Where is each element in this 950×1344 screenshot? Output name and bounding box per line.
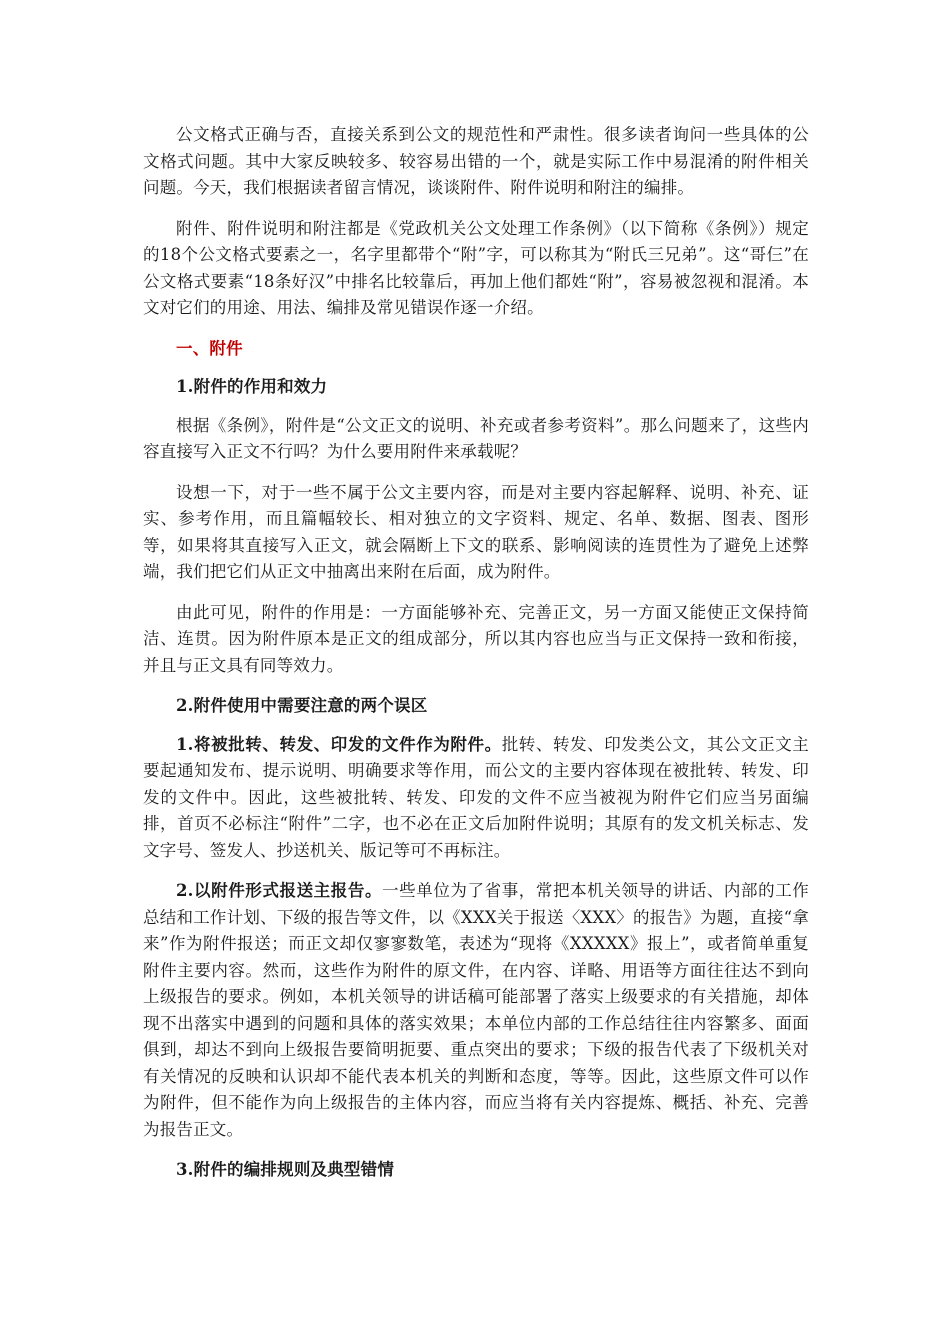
document-body [143,122,809,1196]
body-paragraph: 设想一下，对于一些不属于公文主要内容，而是对主要内容起解释、说明、补充、证实、参考作用，而且篇幅较长、相对独立的文字资料、规定、名单、数据、图表、图形等，如果将其直接写入正文，就会隔断上下文的联系、影响阅读的连贯性为了避免上述弊端，我们把它们从正文中抽离出来附在后面，成为附件。 [143,482,809,581]
misconception-paragraph-2 [143,878,809,1143]
subsection-heading-role: 1.附件的作用和效力 [176,377,328,396]
body-paragraph: 根据《条例》，附件是“公文正文的说明、补充或者参考资料”。那么问题来了，这些内容直接写入正文不行吗？为什么要用附件来承载呢？ [143,415,809,461]
misconception-lead-2: 2.以附件形式报送主报告。 [176,881,383,900]
intro-paragraph: 公文格式正确与否，直接关系到公文的规范性和严肃性。很多读者询问一些具体的公文格式问题。其中大家反映较多、较容易出错的一个，就是实际工作中易混淆的附件相关问题。今天，我们根据读者留言情况，谈谈附件、附件说明和附注的编排。 [143,125,809,197]
misconception-body-2: 一些单位为了省事，常把本机关领导的讲话、内部的工作总结和工作计划、下级的报告等文件，以《XXX关于报送〈XXX〉的报告》为题，直接“拿来”作为附件报送；而正文却仅寥寥数笔，表述为“现将《XXXXX》报上”，或者简单重复附件主要内容。然而，这些作为附件的原文件，在内容、详略、用语等方面往往达不到向上级报告的要求。例如，本机关领导的讲话稿可能部署了落实上级要求的有关措施，却体现不出落实中遇到的问题和具体的落实效果；本单位内部的工作总结往往内容繁多、面面俱到，却达不到向上级报告要简明扼要、重点突出的要求；下级的报告代表了下级机关对有关情况的反映和认识却不能代表本机关的判断和态度，等等。因此，这些原文件可以作为附件，但不能作为向上级报告的主体内容，而应当将有关内容提炼、概括、补充、完善为报告正文。 [143,881,810,1139]
overview-paragraph: 附件、附件说明和附注都是《党政机关公文处理工作条例》（以下简称《条例》）规定的18个公文格式要素之一，名字里都带个“附”字，可以称其为“附氏三兄弟”。这“哥仨”在公文格式要素“18条好汉”中排名比较靠后，再加上他们都姓“附”，容易被忽视和混淆。本文对它们的用途、用法、编排及常见错误作逐一介绍。 [143,218,809,317]
subsection-heading-misconceptions: 2.附件使用中需要注意的两个误区 [176,696,428,715]
subsection-heading-rules: 3.附件的编排规则及典型错情 [176,1160,395,1179]
misconception-lead-1: 1.将被批转、转发、印发的文件作为附件。 [176,734,502,754]
misconception-paragraph-1 [143,732,809,865]
misconception-body-1: 批转、转发、印发类公文，其公文正文主要起通知发布、提示说明、明确要求等作用，而公文的主要内容体现在被批转、转发、印发的文件中。因此，这些被批转、转发、印发的文件不应当被视为附件它们应当另面编排，首页不必标注“附件”二字，也不必在正文后加附件说明；其原有的发文机关标志、发文字号、签发人、抄送机关、版记等可不再标注。 [143,734,809,860]
section-heading-attachment: 一、附件 [176,338,243,358]
body-paragraph: 由此可见，附件的作用是：一方面能够补充、完善正文，另一方面又能使正文保持简洁、连贯。因为附件原本是正文的组成部分，所以其内容也应当与正文保持一致和衔接，并且与正文具有同等效力。 [143,602,809,675]
